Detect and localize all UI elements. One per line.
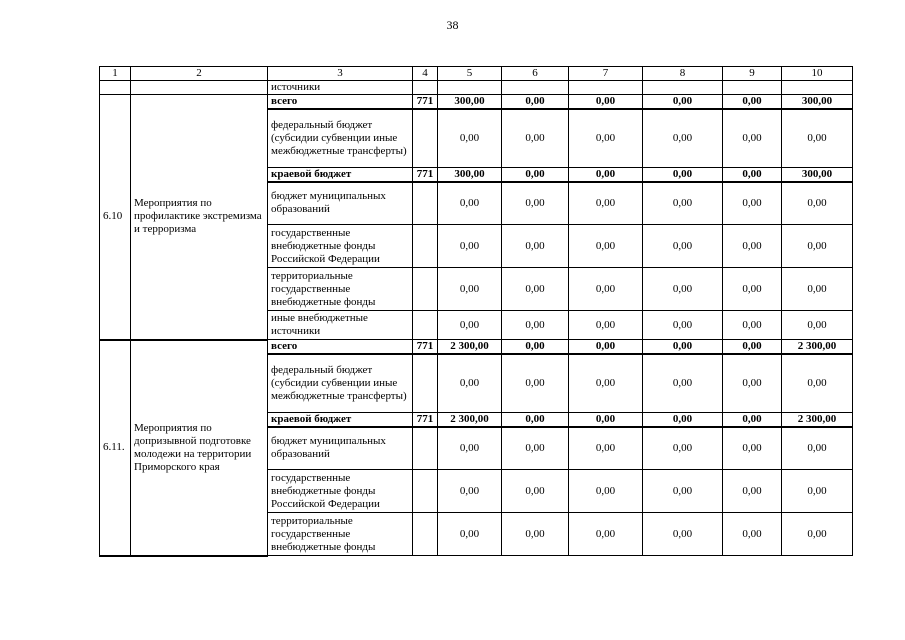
- budget-code: 771: [413, 167, 438, 182]
- budget-code: [413, 311, 438, 340]
- amount-cell: 0,00: [502, 427, 569, 470]
- empty-cell: [100, 81, 131, 95]
- amount-cell: 300,00: [438, 95, 502, 110]
- amount-cell: 0,00: [569, 182, 643, 225]
- amount-cell: 0,00: [502, 268, 569, 311]
- section-index: 6.11.: [100, 340, 131, 556]
- amount-cell: 0,00: [782, 311, 853, 340]
- amount-cell: 0,00: [569, 354, 643, 412]
- amount-cell: 0,00: [502, 513, 569, 556]
- budget-code: [413, 268, 438, 311]
- page-number: 38: [446, 18, 459, 32]
- amount-cell: 0,00: [782, 268, 853, 311]
- table-body: [100, 67, 853, 556]
- budget-code: [413, 513, 438, 556]
- amount-cell: 0,00: [723, 167, 782, 182]
- column-header: 6: [502, 67, 569, 81]
- column-header: 8: [643, 67, 723, 81]
- amount-cell: 0,00: [782, 513, 853, 556]
- empty-cell: [643, 81, 723, 95]
- amount-cell: 0,00: [569, 225, 643, 268]
- budget-table: [99, 66, 853, 557]
- section-index: 6.10: [100, 95, 131, 340]
- empty-cell: [569, 81, 643, 95]
- funding-source: бюджет муниципальных образований: [268, 182, 413, 225]
- amount-cell: 0,00: [723, 513, 782, 556]
- empty-cell: [131, 81, 268, 95]
- column-header: 1: [100, 67, 131, 81]
- amount-cell: 0,00: [502, 354, 569, 412]
- amount-cell: 0,00: [723, 109, 782, 167]
- amount-cell: 0,00: [782, 470, 853, 513]
- budget-code: 771: [413, 412, 438, 427]
- column-header-row: [100, 67, 853, 81]
- empty-cell: [502, 81, 569, 95]
- amount-cell: 0,00: [502, 412, 569, 427]
- amount-cell: 0,00: [643, 225, 723, 268]
- amount-cell: 0,00: [643, 95, 723, 110]
- amount-cell: 0,00: [723, 225, 782, 268]
- amount-cell: 0,00: [438, 427, 502, 470]
- budget-code: [413, 354, 438, 412]
- amount-cell: 2 300,00: [438, 412, 502, 427]
- amount-cell: 0,00: [643, 182, 723, 225]
- amount-cell: 0,00: [438, 354, 502, 412]
- amount-cell: 0,00: [502, 95, 569, 110]
- funding-source: территориальные государственные внебюджетные фонды: [268, 268, 413, 311]
- amount-cell: 0,00: [643, 427, 723, 470]
- amount-cell: 0,00: [569, 427, 643, 470]
- amount-cell: 0,00: [643, 311, 723, 340]
- column-header: 2: [131, 67, 268, 81]
- amount-cell: 2 300,00: [782, 412, 853, 427]
- continuation-row: [100, 81, 853, 95]
- amount-cell: 0,00: [643, 354, 723, 412]
- amount-cell: 0,00: [643, 470, 723, 513]
- amount-cell: 300,00: [782, 95, 853, 110]
- section-name: Мероприятия по профилактике экстремизма и терроризма: [131, 95, 268, 340]
- amount-cell: 0,00: [643, 109, 723, 167]
- funding-source: иные внебюджетные источники: [268, 311, 413, 340]
- column-header: 3: [268, 67, 413, 81]
- funding-source: территориальные государственные внебюджетные фонды: [268, 513, 413, 556]
- amount-cell: 0,00: [569, 340, 643, 355]
- amount-cell: 0,00: [643, 340, 723, 355]
- table-row: [100, 340, 853, 355]
- table-row: [100, 95, 853, 110]
- column-header: 5: [438, 67, 502, 81]
- column-header: 10: [782, 67, 853, 81]
- amount-cell: 0,00: [438, 470, 502, 513]
- amount-cell: 0,00: [723, 354, 782, 412]
- amount-cell: 0,00: [569, 109, 643, 167]
- amount-cell: 0,00: [502, 470, 569, 513]
- amount-cell: 0,00: [723, 412, 782, 427]
- budget-code: [413, 427, 438, 470]
- amount-cell: 0,00: [438, 268, 502, 311]
- funding-source: всего: [268, 340, 413, 355]
- amount-cell: 0,00: [569, 470, 643, 513]
- funding-source: бюджет муниципальных образований: [268, 427, 413, 470]
- amount-cell: 0,00: [723, 470, 782, 513]
- section-name: Мероприятия по допризывной подготовке молодежи на территории Приморского края: [131, 340, 268, 556]
- amount-cell: 0,00: [782, 427, 853, 470]
- amount-cell: 0,00: [723, 268, 782, 311]
- amount-cell: 0,00: [782, 354, 853, 412]
- empty-cell: [413, 81, 438, 95]
- amount-cell: 0,00: [643, 412, 723, 427]
- amount-cell: 0,00: [643, 167, 723, 182]
- amount-cell: 0,00: [782, 182, 853, 225]
- column-header: 4: [413, 67, 438, 81]
- amount-cell: 0,00: [502, 109, 569, 167]
- amount-cell: 0,00: [438, 182, 502, 225]
- empty-cell: [782, 81, 853, 95]
- funding-source: федеральный бюджет (субсидии субвенции иные межбюджетные трансферты): [268, 109, 413, 167]
- amount-cell: 0,00: [569, 412, 643, 427]
- column-header: 7: [569, 67, 643, 81]
- funding-source: государственные внебюджетные фонды Российской Федерации: [268, 225, 413, 268]
- amount-cell: 0,00: [643, 268, 723, 311]
- amount-cell: 0,00: [643, 513, 723, 556]
- budget-code: 771: [413, 95, 438, 110]
- budget-code: [413, 470, 438, 513]
- funding-source: государственные внебюджетные фонды Российской Федерации: [268, 470, 413, 513]
- amount-cell: 0,00: [723, 95, 782, 110]
- funding-source: всего: [268, 95, 413, 110]
- amount-cell: 0,00: [438, 513, 502, 556]
- amount-cell: 0,00: [438, 109, 502, 167]
- empty-cell: [438, 81, 502, 95]
- amount-cell: 2 300,00: [782, 340, 853, 355]
- amount-cell: 0,00: [723, 340, 782, 355]
- amount-cell: 0,00: [502, 225, 569, 268]
- amount-cell: 0,00: [723, 311, 782, 340]
- amount-cell: 0,00: [502, 311, 569, 340]
- amount-cell: 0,00: [723, 427, 782, 470]
- amount-cell: 0,00: [502, 182, 569, 225]
- budget-code: [413, 225, 438, 268]
- empty-cell: [723, 81, 782, 95]
- amount-cell: 0,00: [569, 513, 643, 556]
- amount-cell: 0,00: [502, 167, 569, 182]
- column-header: 9: [723, 67, 782, 81]
- amount-cell: 0,00: [723, 182, 782, 225]
- amount-cell: 300,00: [782, 167, 853, 182]
- amount-cell: 0,00: [782, 109, 853, 167]
- budget-code: [413, 182, 438, 225]
- funding-source: краевой бюджет: [268, 167, 413, 182]
- budget-code: [413, 109, 438, 167]
- amount-cell: 300,00: [438, 167, 502, 182]
- budget-code: 771: [413, 340, 438, 355]
- amount-cell: 0,00: [569, 268, 643, 311]
- amount-cell: 0,00: [502, 340, 569, 355]
- funding-source: федеральный бюджет (субсидии субвенции иные межбюджетные трансферты): [268, 354, 413, 412]
- amount-cell: 0,00: [569, 167, 643, 182]
- amount-cell: 0,00: [438, 225, 502, 268]
- amount-cell: 0,00: [438, 311, 502, 340]
- funding-source: краевой бюджет: [268, 412, 413, 427]
- amount-cell: 0,00: [569, 311, 643, 340]
- amount-cell: 0,00: [569, 95, 643, 110]
- amount-cell: 2 300,00: [438, 340, 502, 355]
- amount-cell: 0,00: [782, 225, 853, 268]
- source-cell: источники: [268, 81, 413, 95]
